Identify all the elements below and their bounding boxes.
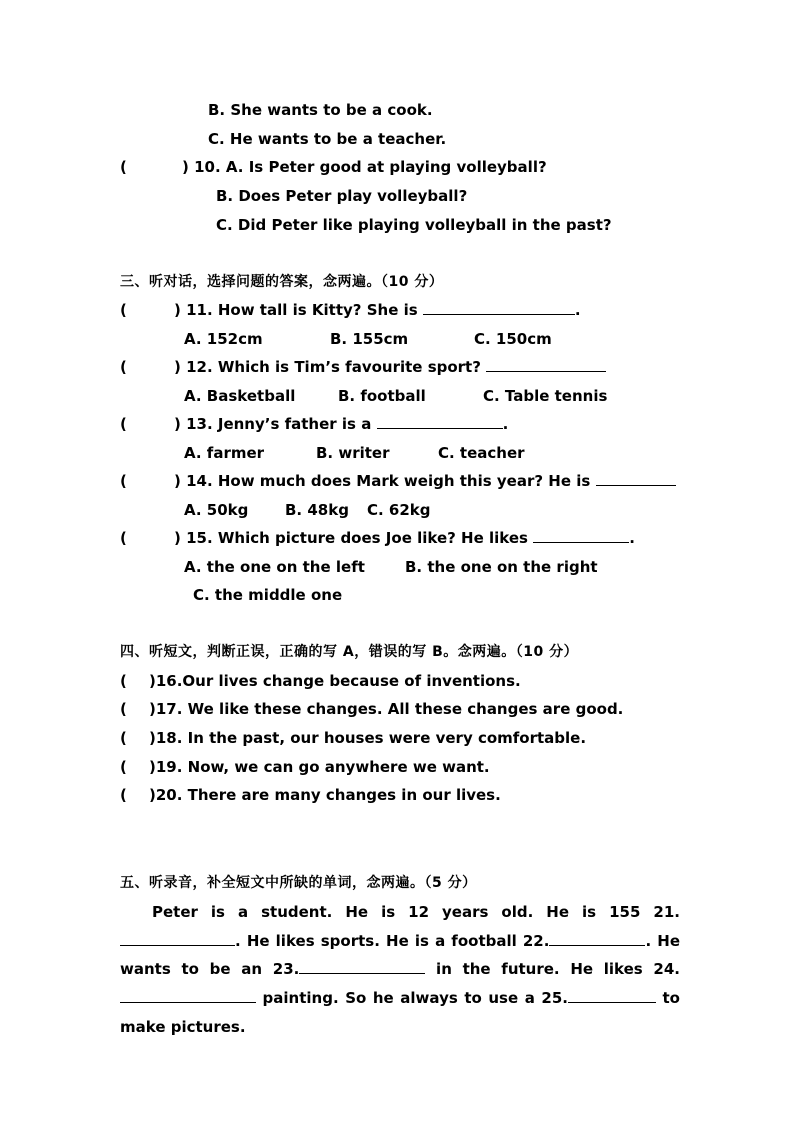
q15-option-b: B. the one on the right	[405, 558, 598, 576]
q9-option-c: C. He wants to be a teacher.	[208, 130, 447, 148]
q13-paren-open: (	[120, 415, 127, 433]
blank-22	[549, 931, 645, 946]
q17-statement: )17. We like these changes. All these changes are good.	[149, 700, 624, 718]
q14-answer-blank	[596, 471, 676, 486]
q12-answer-blank	[486, 357, 606, 372]
blank-21	[120, 931, 235, 946]
section4-heading: 四、听短文，判断正误，正确的写 A，错误的写 B。念两遍。（10 分）	[120, 644, 579, 660]
blank-24	[120, 988, 256, 1003]
q10-option-b: B. Does Peter play volleyball?	[216, 187, 468, 205]
q19-paren-open: (	[120, 758, 127, 776]
blank-23	[299, 959, 425, 974]
section3-heading: 三、听对话，选择问题的答案，念两遍。（10 分）	[120, 274, 444, 290]
cloze-passage: Peter is a student. He is 12 years old. He is 155 21.. He likes sports. He is a football 22. . He wants to be an 23. in the future. He likes 24. painting. So he always to use a 25. to make pictures.	[120, 903, 680, 1036]
q18-paren-open: (	[120, 729, 127, 747]
q15-paren-open: (	[120, 529, 127, 547]
q14-stem: ) 14. How much does Mark weigh this year? He is	[174, 471, 676, 491]
q10-option-a: A. Is Peter good at playing volleyball?	[225, 158, 547, 176]
q19-statement: )19. Now, we can go anywhere we want.	[149, 758, 490, 776]
q15-stem: ) 15. Which picture does Joe like? He likes .	[174, 529, 635, 547]
q10-paren-open: (	[120, 158, 127, 176]
q13-option-b: B. writer	[316, 444, 390, 462]
q16-paren-open: (	[120, 672, 127, 690]
q11-option-c: C. 150cm	[474, 330, 552, 348]
q11-option-a: A. 152cm	[184, 330, 263, 348]
q17-paren-open: (	[120, 700, 127, 718]
q20-statement: )20. There are many changes in our lives.	[149, 786, 501, 804]
q12-paren-open: (	[120, 358, 127, 376]
q18-statement: )18. In the past, our houses were very comfortable.	[149, 729, 587, 747]
q15-answer-blank	[533, 528, 629, 543]
q11-paren-open: (	[120, 301, 127, 319]
q10-option-c: C. Did Peter like playing volleyball in the past?	[216, 216, 612, 234]
q13-answer-blank	[377, 414, 503, 429]
q13-option-a: A. farmer	[184, 444, 265, 462]
q12-stem: ) 12. Which is Tim’s favourite sport?	[174, 357, 606, 377]
section5-heading: 五、听录音，补全短文中所缺的单词，念两遍。（5 分）	[120, 875, 477, 891]
q11-answer-blank	[423, 300, 575, 315]
q12-option-a: A. Basketball	[184, 387, 296, 405]
q15-option-a: A. the one on the left	[184, 558, 365, 576]
q9-option-b: B. She wants to be a cook.	[208, 101, 433, 119]
q11-option-b: B. 155cm	[330, 330, 409, 348]
q12-option-c: C. Table tennis	[483, 387, 608, 405]
blank-25	[568, 988, 656, 1003]
q14-option-a: A. 50kg	[184, 501, 249, 519]
q11-stem: ) 11. How tall is Kitty? She is .	[174, 301, 581, 319]
q12-option-b: B. football	[338, 387, 426, 405]
q10-number: 10.	[194, 158, 221, 176]
q14-option-b: B. 48kg	[285, 501, 349, 519]
q15-option-c: C. the middle one	[193, 586, 343, 604]
q13-stem: ) 13. Jenny’s father is a .	[174, 415, 509, 433]
q20-paren-open: (	[120, 786, 127, 804]
q14-option-c: C. 62kg	[367, 501, 431, 519]
q16-statement: )16.Our lives change because of inventions.	[149, 672, 521, 690]
q10-stem	[182, 157, 547, 177]
q13-option-c: C. teacher	[438, 444, 525, 462]
q10-paren-close: )	[182, 158, 189, 176]
q14-paren-open: (	[120, 472, 127, 490]
